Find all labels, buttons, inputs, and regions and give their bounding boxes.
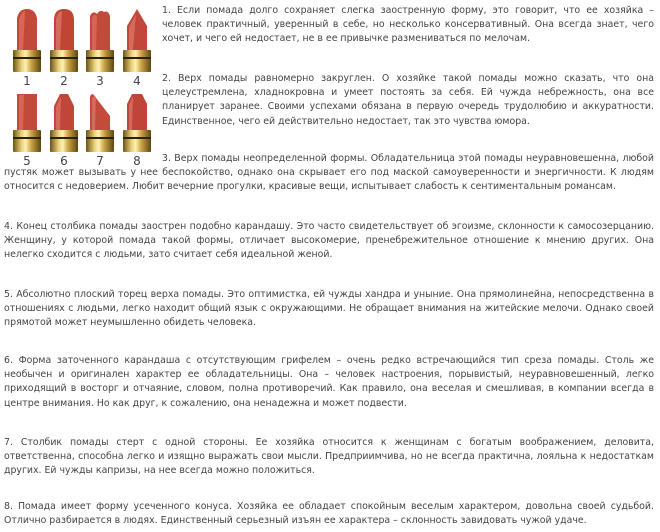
label-5: 5 bbox=[23, 154, 31, 168]
lipstick-2-bullet bbox=[52, 8, 76, 50]
paragraph-6: 6. Форма заточенного карандаша с отсутствующим грифелем – очень редко встречающийся тип среза помады. Столь же необычен и оригинален характер ее обладательницы. Она – человек настроения, порывистый, неуравновешенный, легко приходящий в восторг и отчаяние, словом, полна противоречий. Как правило, она веселая и смешливая, в компании всегда в центре внимания. Но как друг, к сожалению, она ненадежна и может подвести. bbox=[4, 355, 654, 409]
lipstick-8-bullet bbox=[125, 92, 149, 130]
lipstick-3 bbox=[86, 8, 114, 72]
paragraph-2: 2. Верх помады равномерно закруглен. О хозяйке такой помады можно сказать, что она целеустремлена, хладнокровна и умеет постоять за себя. Ей чужда небрежность, она все планирует заранее. Своими успехами обязана в первую очередь трудолюбию и аккуратности. Единственное, чего ей действительно недостает, так это чувства юмора. bbox=[162, 73, 654, 127]
label-1: 1 bbox=[23, 74, 31, 88]
lipstick-8-tube bbox=[123, 130, 151, 152]
paragraph-8: 8. Помада имеет форму усеченного конуса. Хозяйка ее обладает спокойным веселым характером, довольна своей судьбой. Отлично разбирается в людях. Единственный серьезный изъян ее характера – склонность завидовать чужой удаче. bbox=[4, 501, 654, 527]
paragraph-4: 4. Конец столбика помады заострен подобно карандашу. Это часто свидетельствует об эгоизме, склонности к самосозерцанию. Женщину, у которой помада такой формы, отличает высокомерие, пренебрежительное отношение к мнению других. Она нелегко сходится с людьми, зато считает себя идеальной женой. bbox=[4, 221, 654, 261]
lipstick-6 bbox=[50, 92, 78, 152]
label-6: 6 bbox=[60, 154, 68, 168]
label-8: 8 bbox=[133, 154, 141, 168]
lipstick-5-bullet bbox=[15, 92, 39, 130]
lipstick-1-tube bbox=[13, 50, 41, 72]
lipstick-7 bbox=[86, 92, 114, 152]
lipstick-1-bullet bbox=[15, 8, 39, 50]
label-2: 2 bbox=[60, 74, 68, 88]
paragraph-5: 5. Абсолютно плоский торец верха помады. Это оптимистка, ей чужды хандра и уныние. Она прямолинейна, непосредственна в отношениях с людьми, легко находит общий язык с окружающими. Не обращает внимания на житейские мелочи. Однако своей прямотой может неумышленно обидеть человека. bbox=[4, 289, 654, 329]
lipstick-5 bbox=[13, 92, 41, 152]
paragraph-7: 7. Столбик помады стерт с одной стороны. Ее хозяйка относится к женщинам с богатым воображением, деловита, ответственна, способна легко и изящно выражать свои мысли. Предприимчива, но не всегда практична, лояльна к недостаткам других. Ей чужды капризы, на нее всегда можно положиться. bbox=[4, 437, 654, 477]
lipstick-6-tube bbox=[50, 130, 78, 152]
label-3: 3 bbox=[96, 74, 104, 88]
lipstick-4 bbox=[123, 8, 151, 72]
lipstick-5-tube bbox=[13, 130, 41, 152]
label-4: 4 bbox=[133, 74, 141, 88]
lipstick-7-bullet bbox=[88, 92, 112, 130]
paragraph-3: 3. Верх помады неопределенной формы. Обладательница этой помады неуравновешенна, любой пустяк может вызывать у нее беспокойство, однако она скрывает его под маской самоуверенности и энергичности. К людям относится с недоверием. Любит вечерние прогулки, красивые вещи, испытывает слабость к сентиментальным романсам. bbox=[4, 153, 654, 193]
lipstick-6-bullet bbox=[52, 92, 76, 130]
label-7: 7 bbox=[96, 154, 104, 168]
lipstick-4-bullet bbox=[125, 8, 149, 50]
lipstick-2 bbox=[50, 8, 78, 72]
lipstick-7-tube bbox=[86, 130, 114, 152]
lipstick-3-tube bbox=[86, 50, 114, 72]
lipstick-2-tube bbox=[50, 50, 78, 72]
lipstick-3-bullet bbox=[88, 8, 112, 50]
lipstick-4-tube bbox=[123, 50, 151, 72]
paragraph-1: 1. Если помада долго сохраняет слегка заостренную форму, это говорит, что ее хозяйка – человек практичный, уверенный в себе, но несколько консервативный. Она всегда знает, чего хочет, и чего ей недостает, не в ее привычке размениваться по мелочам. bbox=[162, 5, 654, 45]
lipstick-1 bbox=[13, 8, 41, 72]
lipstick-8 bbox=[123, 92, 151, 152]
lipstick-shapes-figure bbox=[0, 0, 158, 170]
